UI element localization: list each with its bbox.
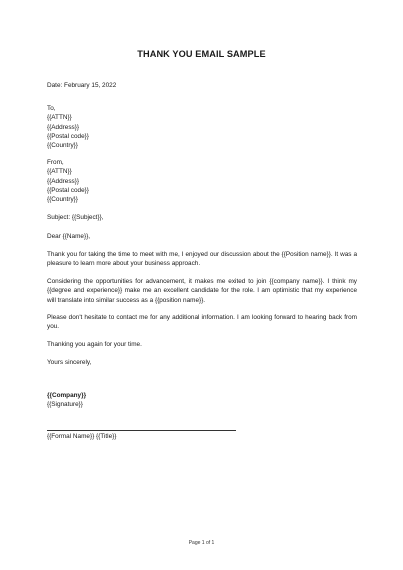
formal-name-line: {{Formal Name}} {{Title}}	[47, 433, 117, 440]
paragraph-4: Thanking you again for your time.	[47, 341, 142, 348]
signature-rule	[47, 430, 236, 431]
recipient-attn: {{ATTN}}	[47, 114, 72, 122]
sender-postal-code: {{Postal code}}	[47, 186, 89, 194]
sender-attn: {{ATTN}}	[47, 168, 72, 176]
signature-placeholder: {{Signature}}	[47, 401, 83, 409]
document-title: THANK YOU EMAIL SAMPLE	[137, 49, 266, 59]
company-signature-block	[47, 391, 357, 410]
company-name: {{Company}}	[47, 392, 87, 399]
paragraph-2: Considering the opportunities for advancement, it makes me exited to join {{company name}}. I think my {{degree and experience}} make me an excellent candidate for the role. I am optimistic that my experience will translate into similar success as a {{position name}}.	[47, 278, 357, 304]
sender-country: {{Country}}	[47, 196, 78, 204]
recipient-postal-code: {{Postal code}}	[47, 132, 89, 140]
sender-heading: From,	[47, 159, 64, 166]
closing: Yours sincerely,	[47, 359, 92, 366]
sender-address: {{Address}}	[47, 177, 79, 185]
page-number: Page 1 of 1	[188, 540, 215, 546]
subject-line: Subject: {{Subject}},	[47, 214, 104, 221]
paragraph-1: Thank you for taking the time to meet with me, I enjoyed our discussion about the {{Position name}}. It was a pleasure to learn more about your business approach.	[47, 251, 357, 268]
recipient-address: {{Address}}	[47, 123, 79, 131]
paragraph-3: Please don't hesitate to contact me for any additional information. I am looking forward to hearing back from you.	[47, 314, 357, 331]
recipient-block	[47, 104, 357, 150]
sender-block	[47, 158, 357, 204]
recipient-country: {{Country}}	[47, 142, 78, 150]
salutation: Dear {{Name}},	[47, 233, 90, 240]
date-line: Date: February 15, 2022	[47, 82, 117, 89]
recipient-heading: To,	[47, 105, 56, 112]
